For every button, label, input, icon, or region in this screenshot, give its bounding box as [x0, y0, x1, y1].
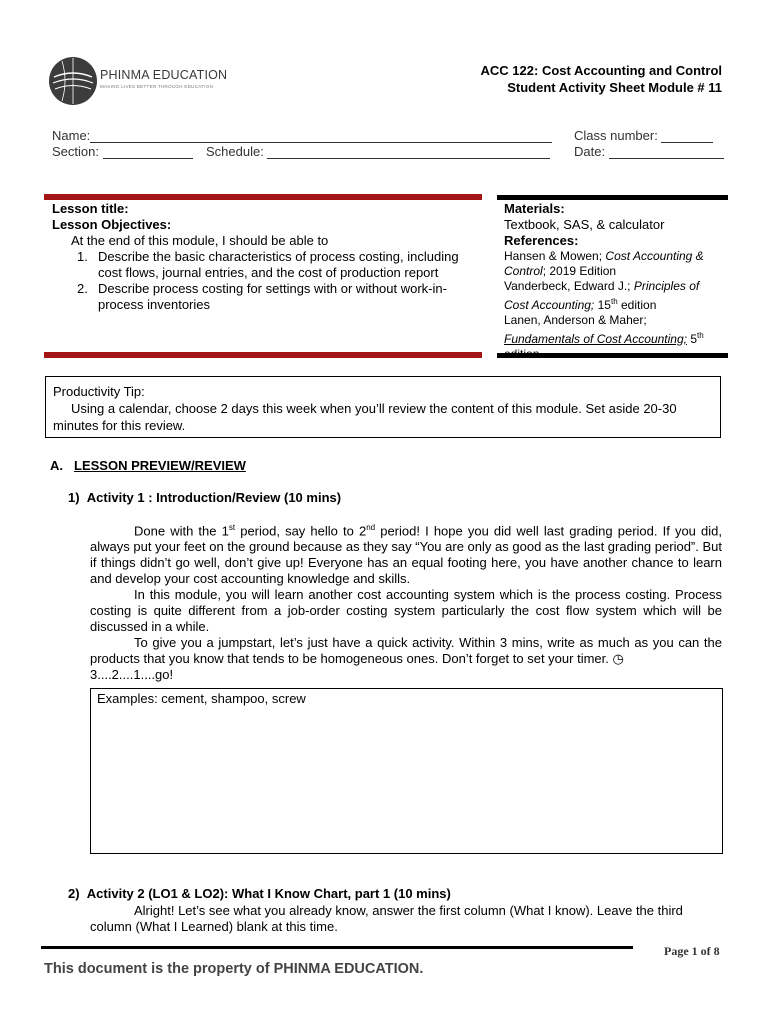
reference-item: Hansen & Mowen; Cost Accounting & Control; 2019 Edition: [504, 249, 704, 278]
activity2-heading: 2) Activity 2 (LO1 & LO2): What I Know Chart, part 1 (10 mins): [68, 886, 451, 901]
schedule-label: Schedule:: [206, 144, 264, 159]
class-number-label: Class number:: [574, 128, 658, 143]
tip-label: Productivity Tip:: [53, 384, 145, 399]
class-number-line[interactable]: [661, 130, 713, 143]
lesson-objectives-label: Lesson Objectives:: [52, 217, 172, 232]
logo-tagline: MAKING LIVES BETTER THROUGH EDUCATION: [100, 84, 214, 89]
timer-icon: ◷: [612, 651, 624, 667]
lesson-top-bar: [44, 194, 482, 200]
tip-text: Using a calendar, choose 2 days this week when you’ll review the content of this module. Set aside 20-30 minutes for this review.: [53, 401, 677, 433]
objective-item: 2. Describe process costing for settings with or without work-in-process inventories: [77, 281, 447, 312]
materials-top-bar: [497, 195, 728, 200]
section-a-heading: A. LESSON PREVIEW/REVIEW: [50, 458, 246, 473]
lesson-title-label: Lesson title:: [52, 201, 129, 216]
course-header: [481, 62, 722, 96]
materials-block: [504, 201, 726, 362]
references-label: References:: [504, 233, 579, 248]
countdown-text: 3....2....1....go!: [90, 667, 174, 683]
activity1-paragraph: To give you a jumpstart, let’s just have a quick activity. Within 3 mins, write as much as you can the products that you know that tends to be homogeneous ones. Don’t forget to set your timer. ◷: [90, 635, 722, 667]
productivity-tip-box: [45, 376, 721, 438]
reference-item: Vanderbeck, Edward J.; Principles of Cost Accounting; 15th edition: [504, 279, 700, 312]
course-title: ACC 122: Cost Accounting and Control: [480, 63, 722, 78]
date-line[interactable]: [609, 146, 724, 159]
footer-divider: [41, 946, 633, 949]
name-line[interactable]: [90, 130, 552, 143]
activity1-text: [90, 520, 722, 683]
objective-item: 1. Describe the basic characteristics of process costing, including cost flows, journal entries, and the cost of production report: [77, 249, 459, 280]
materials-label: Materials:: [504, 201, 565, 216]
name-field[interactable]: [52, 128, 552, 143]
module-title: Student Activity Sheet Module # 11: [507, 80, 722, 95]
date-field[interactable]: [574, 144, 724, 159]
name-label: Name:: [52, 128, 91, 143]
page-number: Page 1 of 8: [664, 944, 720, 958]
section-label: Section:: [52, 144, 99, 159]
materials-text: Textbook, SAS, & calculator: [504, 217, 665, 232]
examples-answer-box[interactable]: [90, 688, 723, 854]
schedule-line[interactable]: [267, 146, 550, 159]
property-notice: This document is the property of PHINMA EDUCATION.: [44, 961, 424, 977]
objectives-intro: At the end of this module, I should be able to: [71, 233, 329, 248]
section-line[interactable]: [103, 146, 193, 159]
section-field[interactable]: [52, 144, 193, 159]
schedule-field[interactable]: [206, 144, 550, 159]
activity1-heading: 1) Activity 1 : Introduction/Review (10 mins): [68, 490, 342, 505]
activity1-paragraph: Done with the 1st period, say hello to 2nd period! I hope you did well last grading period. If you did, always put your feet on the ground because as they say “You are only as good as the last grading period”. But if things didn’t go well, don’t give up! Everyone has an equal footing here, you have another chance to learn and develop your cost accounting knowledge and skills.: [90, 523, 722, 587]
reference-item: Lanen, Anderson & Maher; Fundamentals of Cost Accounting; 5th edition: [504, 313, 704, 361]
logo-wordmark: PHINMA EDUCATION: [100, 68, 228, 82]
class-number-field[interactable]: [574, 128, 713, 143]
date-label: Date:: [574, 144, 606, 159]
activity2-text: Alright! Let’s see what you already know, answer the first column (What I know). Leave the third column (What I Learned) blank at this time.: [90, 903, 683, 934]
phinma-globe-icon: [48, 55, 98, 107]
lesson-block: [52, 201, 482, 313]
lesson-bottom-bar: [44, 352, 482, 358]
activity1-paragraph: In this module, you will learn another cost accounting system which is the process costing. Process costing is quite different from a job-order costing system particularly the cost flow system which will be discussed in a while.: [90, 587, 722, 635]
examples-text: Examples: cement, shampoo, screw: [97, 691, 306, 706]
